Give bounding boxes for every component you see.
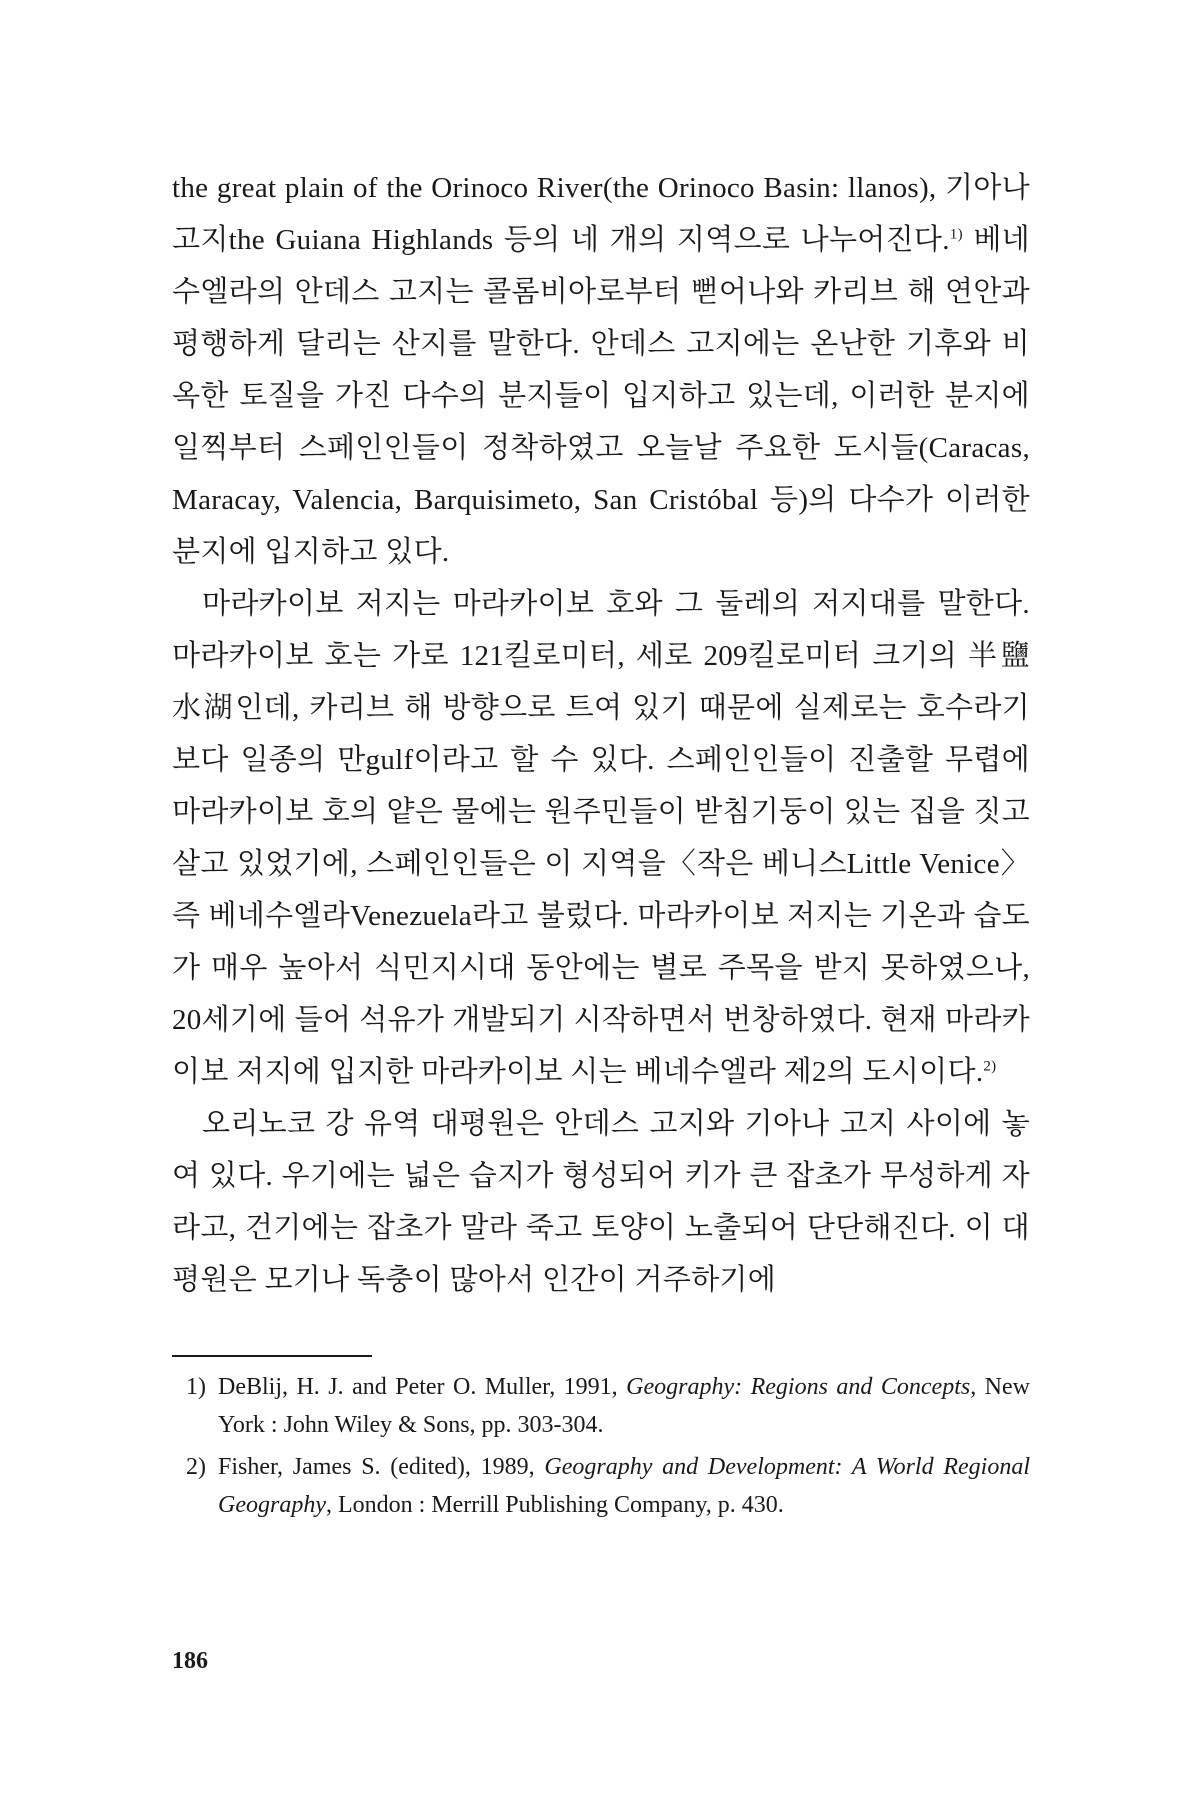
footnotes xyxy=(172,1368,1030,1524)
body-text xyxy=(172,162,1030,1306)
paragraph-text: 오리노코 강 유역 대평원은 안데스 고지와 기아나 고지 사이에 놓여 있다. 우기에는 넓은 습지가 형성되어 키가 큰 잡초가 무성하게 자라고, 건기에는 잡초가 말라 죽고 토양이 노출되어 단단해진다. 이 대평원은 모기나 독충이 많아서 인간이 거주하기에 xyxy=(172,1108,1030,1296)
footnote-text-run: Fisher, James S. (edited), 1989, xyxy=(218,1454,545,1480)
footnote-text xyxy=(218,1368,1030,1444)
paragraph xyxy=(172,162,1030,578)
footnote-text-run: , New York : John Wiley & Sons, pp. 303-304. xyxy=(218,1374,1030,1438)
footnote xyxy=(172,1368,1030,1444)
footnote-text xyxy=(218,1448,1030,1524)
footnote-number: 2) xyxy=(186,1454,206,1480)
paragraph xyxy=(172,1098,1030,1306)
footnote xyxy=(172,1448,1030,1524)
footnote-divider xyxy=(172,1355,372,1357)
paragraph xyxy=(172,578,1030,1098)
footnote-reference[interactable]: 2) xyxy=(983,1058,997,1075)
footnote-text-run: , London : Merrill Publishing Company, p. 430. xyxy=(325,1492,784,1518)
footnote-reference[interactable]: 1) xyxy=(949,226,963,243)
paragraph-text: 마라카이보 저지는 마라카이보 호와 그 둘레의 저지대를 말한다. 마라카이보 호는 가로 121킬로미터, 세로 209킬로미터 크기의 半鹽水湖인데, 카리브 해 방향으로 트여 있기 때문에 실제로는 호수라기보다 일종의 만gulf이라고 할 수 있다. 스페인인들이 진출할 무렵에 마라카이보 호의 얕은 물에는 원주민들이 받침기둥이 있는 집을 짓고 살고 있었기에, 스페인인들은 이 지역을〈작은 베니스Little Venice〉즉 베네수엘라Venezuela라고 불렀다. 마라카이보 저지는 기온과 습도가 매우 높아서 식민지시대 동안에는 별로 주목을 받지 못하였으나, 20세기에 들어 석유가 개발되기 시작하면서 번창하였다. 현재 마라카이보 저지에 입지한 마라카이보 시는 베네수엘라 제2의 도시이다. xyxy=(172,588,1030,1088)
footnote-number: 1) xyxy=(186,1374,206,1400)
footnote-title: Geography: Regions and Concepts xyxy=(626,1374,971,1400)
footnote-title: Geography and Development: A World Regional Geography xyxy=(218,1454,1030,1518)
paragraph-text: the great plain of the Orinoco River(the Orinoco Basin: llanos), 기아나 고지the Guiana Highlands 등의 네 개의 지역으로 나누어진다. xyxy=(172,172,1030,256)
paragraph-text: 베네수엘라의 안데스 고지는 콜롬비아로부터 뻗어나와 카리브 해 연안과 평행하게 달리는 산지를 말한다. 안데스 고지에는 온난한 기후와 비옥한 토질을 가진 다수의 분지들이 입지하고 있는데, 이러한 분지에 일찍부터 스페인인들이 정착하였고 오늘날 주요한 도시들(Caracas, Maracay, Valencia, Barquisimeto, San Cristóbal 등)의 다수가 이러한 분지에 입지하고 있다. xyxy=(172,224,1030,568)
footnote-text-run: DeBlij, H. J. and Peter O. Muller, 1991, xyxy=(218,1374,627,1400)
page-number: 186 xyxy=(172,1648,208,1674)
